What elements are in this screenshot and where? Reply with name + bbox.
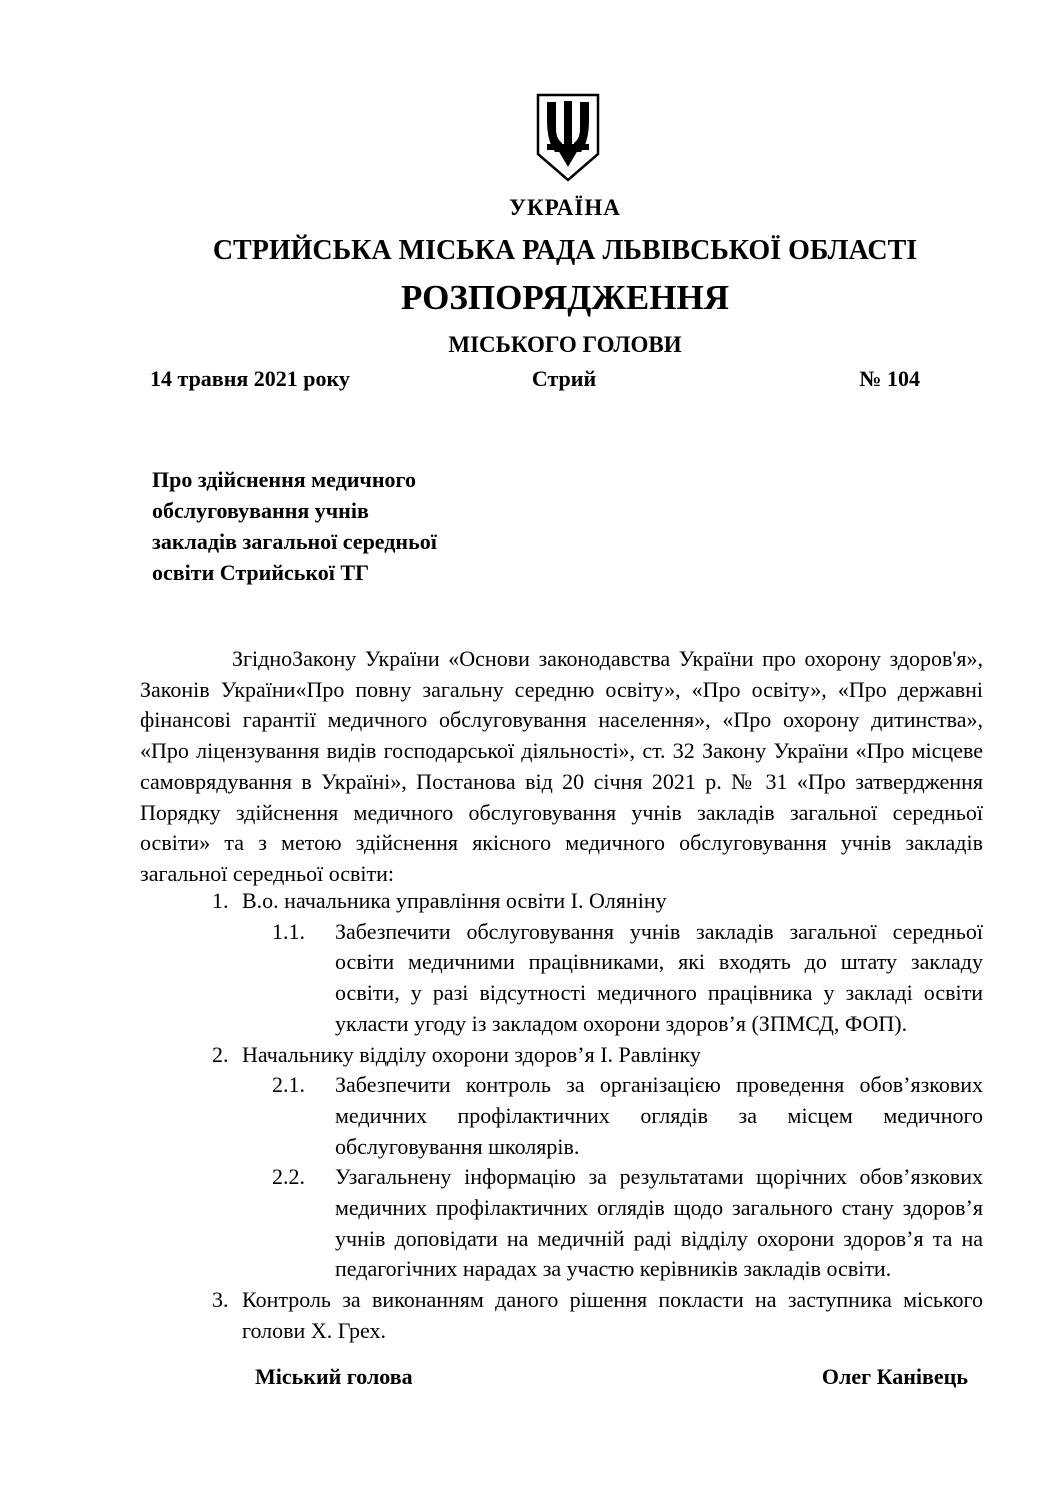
council-name: СТРИЙСЬКА МІСЬКА РАДА ЛЬВІВСЬКОЇ ОБЛАСТІ <box>212 235 918 266</box>
list-subitem-text: Забезпечити контроль за організацією проведення обов’язкових медичних профілактичних оглядів за місцем медичного обслуговування школярів. <box>335 1072 983 1159</box>
list-subitem-number: 2.2. <box>272 1164 305 1190</box>
ukraine-coat-of-arms-icon <box>534 92 602 184</box>
signature-title: Міський голова <box>255 1364 413 1389</box>
list-subitem-text: Узагальнену інформацію за результатами щорічних обов’язкових медичних профілактичних оглядів щодо загального стану здоров’я учнів доповідати на медичній раді відділу охорони здоров’я та на педагогічних нарадах за участю керівників закладів освіти. <box>335 1164 983 1282</box>
sublist <box>272 917 983 1040</box>
subject-line: Про здійснення медичного <box>152 467 416 492</box>
document-date: 14 травня 2021 року <box>150 366 350 391</box>
document-place: Стрий <box>531 366 597 391</box>
subject-line: освіти Стрийської ТГ <box>152 560 370 585</box>
country-label: УКРАЇНА <box>509 195 621 220</box>
document-issuer: МІСЬКОГО ГОЛОВИ <box>448 332 682 357</box>
list-item <box>212 1285 983 1346</box>
list-item-text: Контроль за виконанням даного рішення покласти на заступника міського голови Х. Грех. <box>242 1287 983 1343</box>
list-item-text: В.о. начальника управління освіти І. Оляніну <box>242 888 667 913</box>
list-subitem <box>272 1070 983 1162</box>
list-item-number: 2. <box>212 1041 229 1067</box>
list-subitem-number: 2.1. <box>272 1072 305 1098</box>
signature-name: Олег Канівець <box>821 1364 968 1389</box>
list-subitem <box>272 917 983 1040</box>
sublist <box>272 1070 983 1285</box>
list-item <box>212 886 983 1040</box>
subject-line: обслуговування учнів <box>152 498 369 523</box>
list-subitem <box>272 1162 983 1285</box>
subject-block <box>152 464 572 588</box>
document-type-title: РОЗПОРЯДЖЕННЯ <box>401 278 729 317</box>
document-number: № 104 <box>859 366 920 391</box>
preamble-paragraph: ЗгідноЗакону України «Основи законодавства України про охорону здоров'я», Законів України«Про повну загальну середню освіту», «Про освіту», «Про державні фінансові гарантії медичного обслуговування населення», «Про охорону дитинства», «Про ліцензування видів господарської діяльності», ст. 32 Закону України «Про місцеве самоврядування в Україні», Постанова від 20 січня 2021 р. № 31 «Про затвердження Порядку здійснення медичного обслуговування учнів закладів загальної середньої освіти» та з метою здійснення якісного медичного обслуговування учнів закладів загальної середньої освіти: <box>140 646 983 886</box>
list-item-text: Начальнику відділу охорони здоров’я І. Равлінку <box>242 1041 701 1067</box>
list-item <box>212 1040 983 1286</box>
list-item-number: 1. <box>212 888 229 913</box>
directive-list <box>212 886 983 1347</box>
list-subitem-number: 1.1. <box>272 918 305 944</box>
subject-line: закладів загальної середньої <box>152 529 437 554</box>
list-item-number: 3. <box>212 1287 229 1313</box>
list-subitem-text: Забезпечити обслуговування учнів закладів загальної середньої освіти медичними працівниками, які входять до штату закладу освіти, у разі відсутності медичного працівника у закладі освіти укласти угоду із закладом охорони здоров’я (ЗПМСД, ФОП). <box>335 918 983 1036</box>
